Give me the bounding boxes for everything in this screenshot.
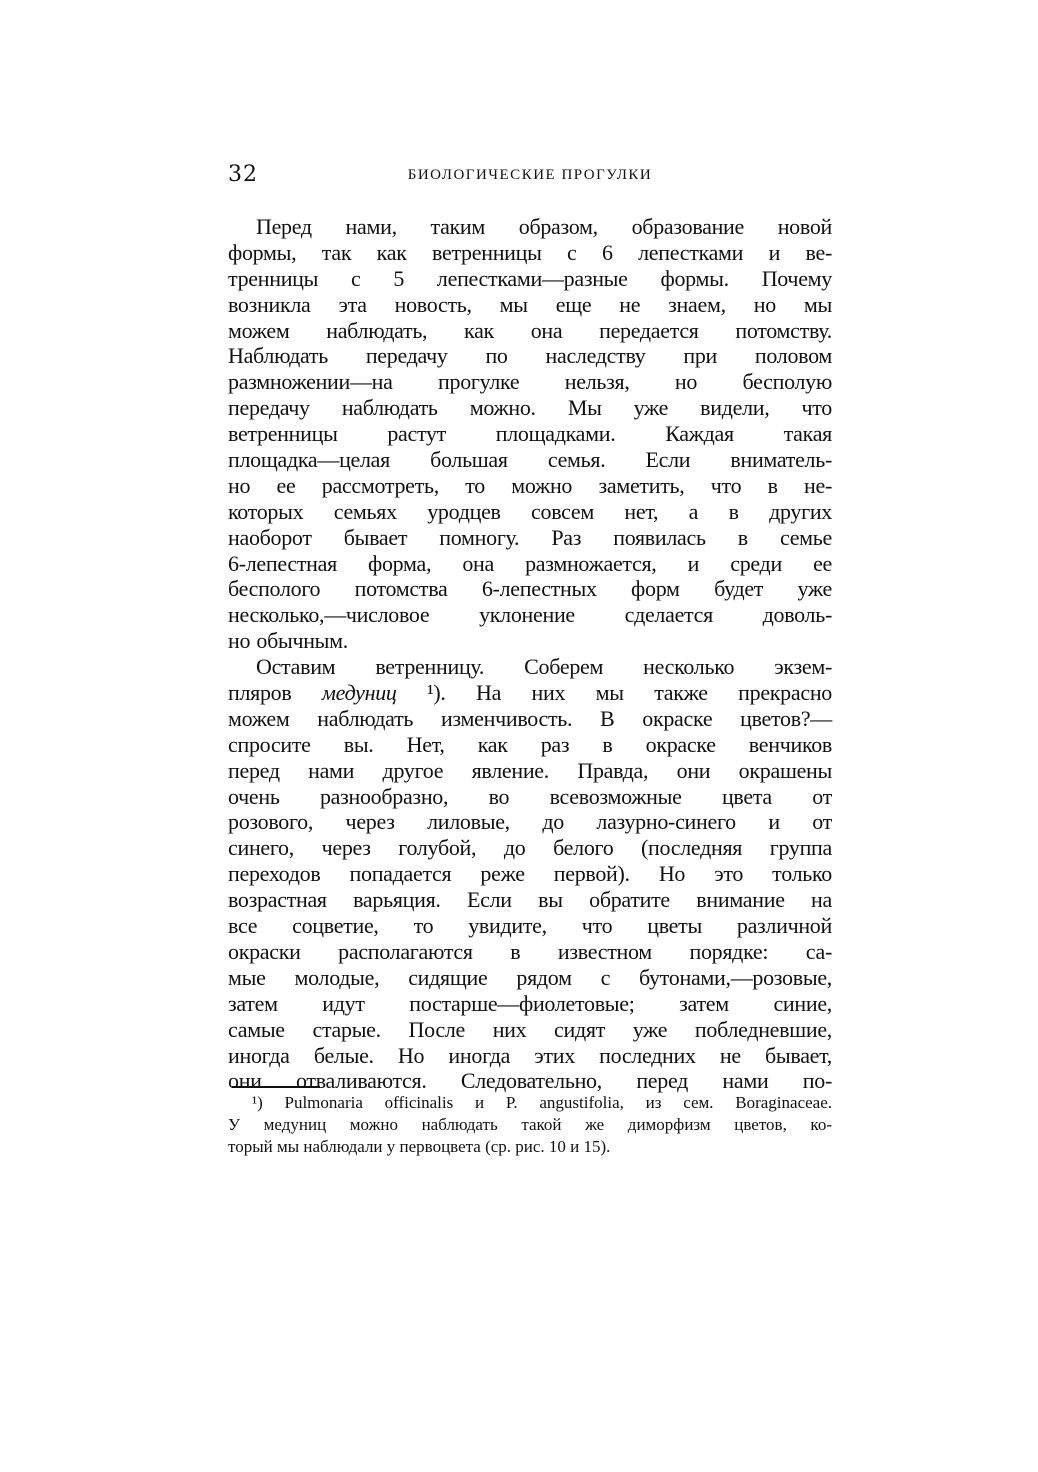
text-line: бесполого потомства 6-лепестных форм будет уже bbox=[228, 576, 832, 602]
running-head: БИОЛОГИЧЕСКИЕ ПРОГУЛКИ bbox=[407, 167, 653, 183]
text-line: размножении—на прогулке нельзя, но бесполую bbox=[228, 369, 832, 395]
text-line: формы, так как ветренницы с 6 лепестками и ве- bbox=[228, 239, 832, 265]
text-line: спросите вы. Нет, как раз в окраске венчиков bbox=[228, 731, 832, 757]
text-line: иногда белые. Но иногда этих последних не бывает, bbox=[228, 1042, 832, 1068]
footnote-line: торый мы наблюдали у первоцвета (ср. рис. 10 и 15). bbox=[228, 1137, 611, 1156]
text-line: мые молодые, сидящие рядом с бутонами,—розовые, bbox=[228, 964, 832, 990]
text-line: возрастная варьяция. Если вы обратите внимание на bbox=[228, 887, 832, 913]
text-line: наоборот бывает помногу. Раз появилась в семье bbox=[228, 524, 832, 550]
text-line: очень разнообразно, во всевозможные цвета от bbox=[228, 783, 832, 809]
footnote-line: ¹) Pulmonaria officinalis и P. angustifolia, из сем. Boraginaceae. bbox=[252, 1093, 832, 1112]
text-line: но обычным. bbox=[228, 628, 348, 654]
page-number: 32 bbox=[228, 162, 258, 187]
text-line: переходов попадается реже первой). Но это только bbox=[228, 861, 832, 887]
text-line: возникла эта новость, мы еще не знаем, но мы bbox=[228, 291, 832, 317]
text-line: можем наблюдать, как она передается потомству. bbox=[228, 317, 832, 343]
text-line: самые старые. После них сидят уже побледневшие, bbox=[228, 1016, 832, 1042]
text-line: Наблюдать передачу по наследству при половом bbox=[228, 343, 832, 369]
text-fragment: пляров bbox=[228, 680, 292, 706]
text-line: Оставим ветренницу. Соберем несколько экзем- bbox=[256, 654, 832, 680]
text-line: розового, через лиловые, до лазурно-синего и от bbox=[228, 809, 832, 835]
italic-term: медуниц bbox=[321, 680, 397, 706]
text-line: площадка—целая большая семья. Если вниматель- bbox=[228, 447, 832, 473]
text-line: они отваливаются. Следовательно, перед нами по- bbox=[228, 1068, 832, 1094]
page-header bbox=[228, 160, 832, 190]
footnote-divider bbox=[232, 1086, 320, 1088]
text-line: передачу наблюдать можно. Мы уже видели, что bbox=[228, 395, 832, 421]
main-text bbox=[228, 214, 832, 1094]
footnote bbox=[228, 1092, 832, 1158]
text-line: несколько,—числовое уклонение сделается доволь- bbox=[228, 602, 832, 628]
text-line: Перед нами, таким образом, образование новой bbox=[256, 214, 832, 239]
text-line: можем наблюдать изменчивость. В окраске цветов?— bbox=[228, 705, 832, 731]
text-line: перед нами другое явление. Правда, они окрашены bbox=[228, 757, 832, 783]
text-line: тренницы с 5 лепестками—разные формы. Почему bbox=[228, 265, 832, 291]
footnote-line: У медуниц можно наблюдать такой же диморфизм цветов, ко- bbox=[228, 1115, 832, 1134]
text-line: 6-лепестная форма, она размножается, и среди ее bbox=[228, 550, 832, 576]
text-line: которых семьях уродцев совсем нет, а в других bbox=[228, 498, 832, 524]
text-line: окраски располагаются в известном порядке: са- bbox=[228, 938, 832, 964]
text-line: но ее рассмотреть, то можно заметить, что в не- bbox=[228, 472, 832, 498]
text-line-with-italic bbox=[228, 680, 832, 706]
text-line: все соцветие, то увидите, что цветы различной bbox=[228, 913, 832, 939]
text-line: ветренницы растут площадками. Каждая такая bbox=[228, 421, 832, 447]
text-fragment: ¹). На них мы также прекрасно bbox=[427, 680, 832, 706]
text-line: затем идут постарше—фиолетовые; затем синие, bbox=[228, 990, 832, 1016]
text-line: синего, через голубой, до белого (последняя группа bbox=[228, 835, 832, 861]
